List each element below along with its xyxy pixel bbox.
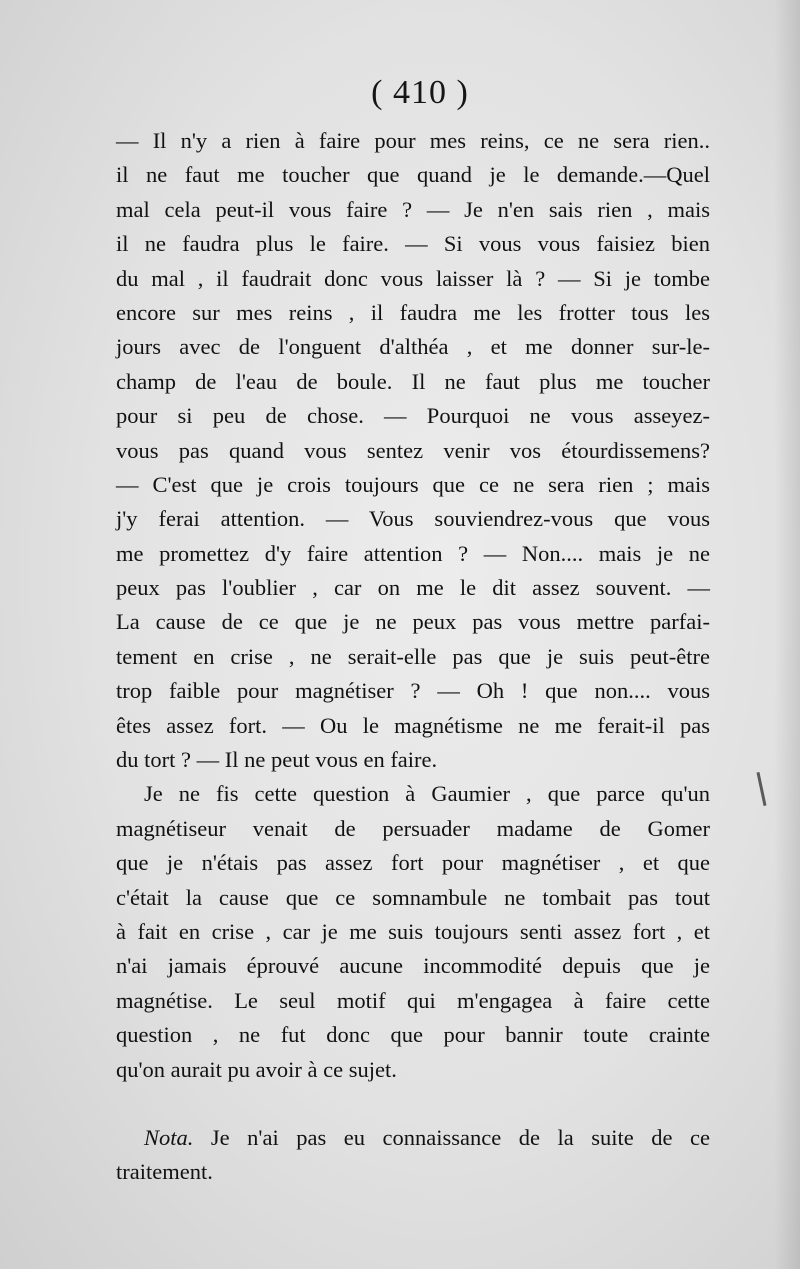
margin-mark <box>756 772 766 806</box>
text-line: — C'est que je crois toujours que ce ne sera rien ; mais <box>116 471 710 497</box>
text-line: que je n'étais pas assez fort pour magnétiser , et que <box>116 850 710 876</box>
text-line: il ne faudra plus le faire. — Si vous vous faisiez bien <box>116 231 710 257</box>
note-text: Je n'ai pas eu connaissance de la suite de ce <box>193 1124 710 1150</box>
note-paragraph <box>116 1121 710 1190</box>
text-line: du mal , il faudrait donc vous laisser là ? — Si je tombe <box>116 265 710 291</box>
paragraph-explanation <box>116 777 710 1087</box>
text-line: c'était la cause que ce somnambule ne tombait pas tout <box>116 884 710 910</box>
page-number: ( 410 ) <box>371 74 469 111</box>
text-line: à fait en crise , car je me suis toujours senti assez fort , et <box>116 918 710 944</box>
text-line: Je ne fis cette question à Gaumier , que parce qu'un <box>144 781 710 807</box>
text-line: — Il n'y a rien à faire pour mes reins, ce ne sera rien.. <box>116 128 710 153</box>
text-line: magnétiseur venait de persuader madame de Gomer <box>116 815 710 841</box>
body-text <box>116 124 710 1190</box>
section-gap <box>116 1087 710 1121</box>
text-line: qu'on aurait pu avoir à ce sujet. <box>116 1056 397 1082</box>
text-line: j'y ferai attention. — Vous souviendrez-vous que vous <box>116 506 710 532</box>
text-line: La cause de ce que je ne peux pas vous mettre parfai- <box>116 609 710 635</box>
note-label: Nota. <box>144 1124 194 1150</box>
note-line <box>116 1121 710 1155</box>
text-line: vous pas quand vous sentez venir vos étourdissemens? <box>116 437 710 463</box>
page-edge-shadow <box>774 0 800 1269</box>
text-line: pour si peu de chose. — Pourquoi ne vous asseyez- <box>116 403 710 429</box>
text-line: êtes assez fort. — Ou le magnétisme ne me ferait-il pas <box>116 712 710 738</box>
text-line: n'ai jamais éprouvé aucune incommodité depuis que je <box>116 953 710 979</box>
text-line: me promettez d'y faire attention ? — Non.... mais je ne <box>116 540 710 566</box>
text-line: trop faible pour magnétiser ? — Oh ! que non.... vous <box>116 678 710 704</box>
paragraph-dialogue <box>116 124 710 777</box>
note-line: traitement. <box>116 1159 213 1185</box>
text-line: jours avec de l'onguent d'althéa , et me donner sur-le- <box>116 334 710 360</box>
text-line: tement en crise , ne serait-elle pas que je suis peut-être <box>116 643 710 669</box>
text-line: il ne faut me toucher que quand je le demande.—Quel <box>116 162 710 188</box>
text-line: encore sur mes reins , il faudra me les frotter tous les <box>116 299 710 325</box>
text-line: peux pas l'oublier , car on me le dit assez souvent. — <box>116 575 710 601</box>
text-line: mal cela peut-il vous faire ? — Je n'en sais rien , mais <box>116 196 710 222</box>
text-line: question , ne fut donc que pour bannir toute crainte <box>116 1022 710 1048</box>
text-line: du tort ? — Il ne peut vous en faire. <box>116 747 438 773</box>
text-line: magnétise. Le seul motif qui m'engagea à faire cette <box>116 987 710 1013</box>
text-line: champ de l'eau de boule. Il ne faut plus me toucher <box>116 368 710 394</box>
